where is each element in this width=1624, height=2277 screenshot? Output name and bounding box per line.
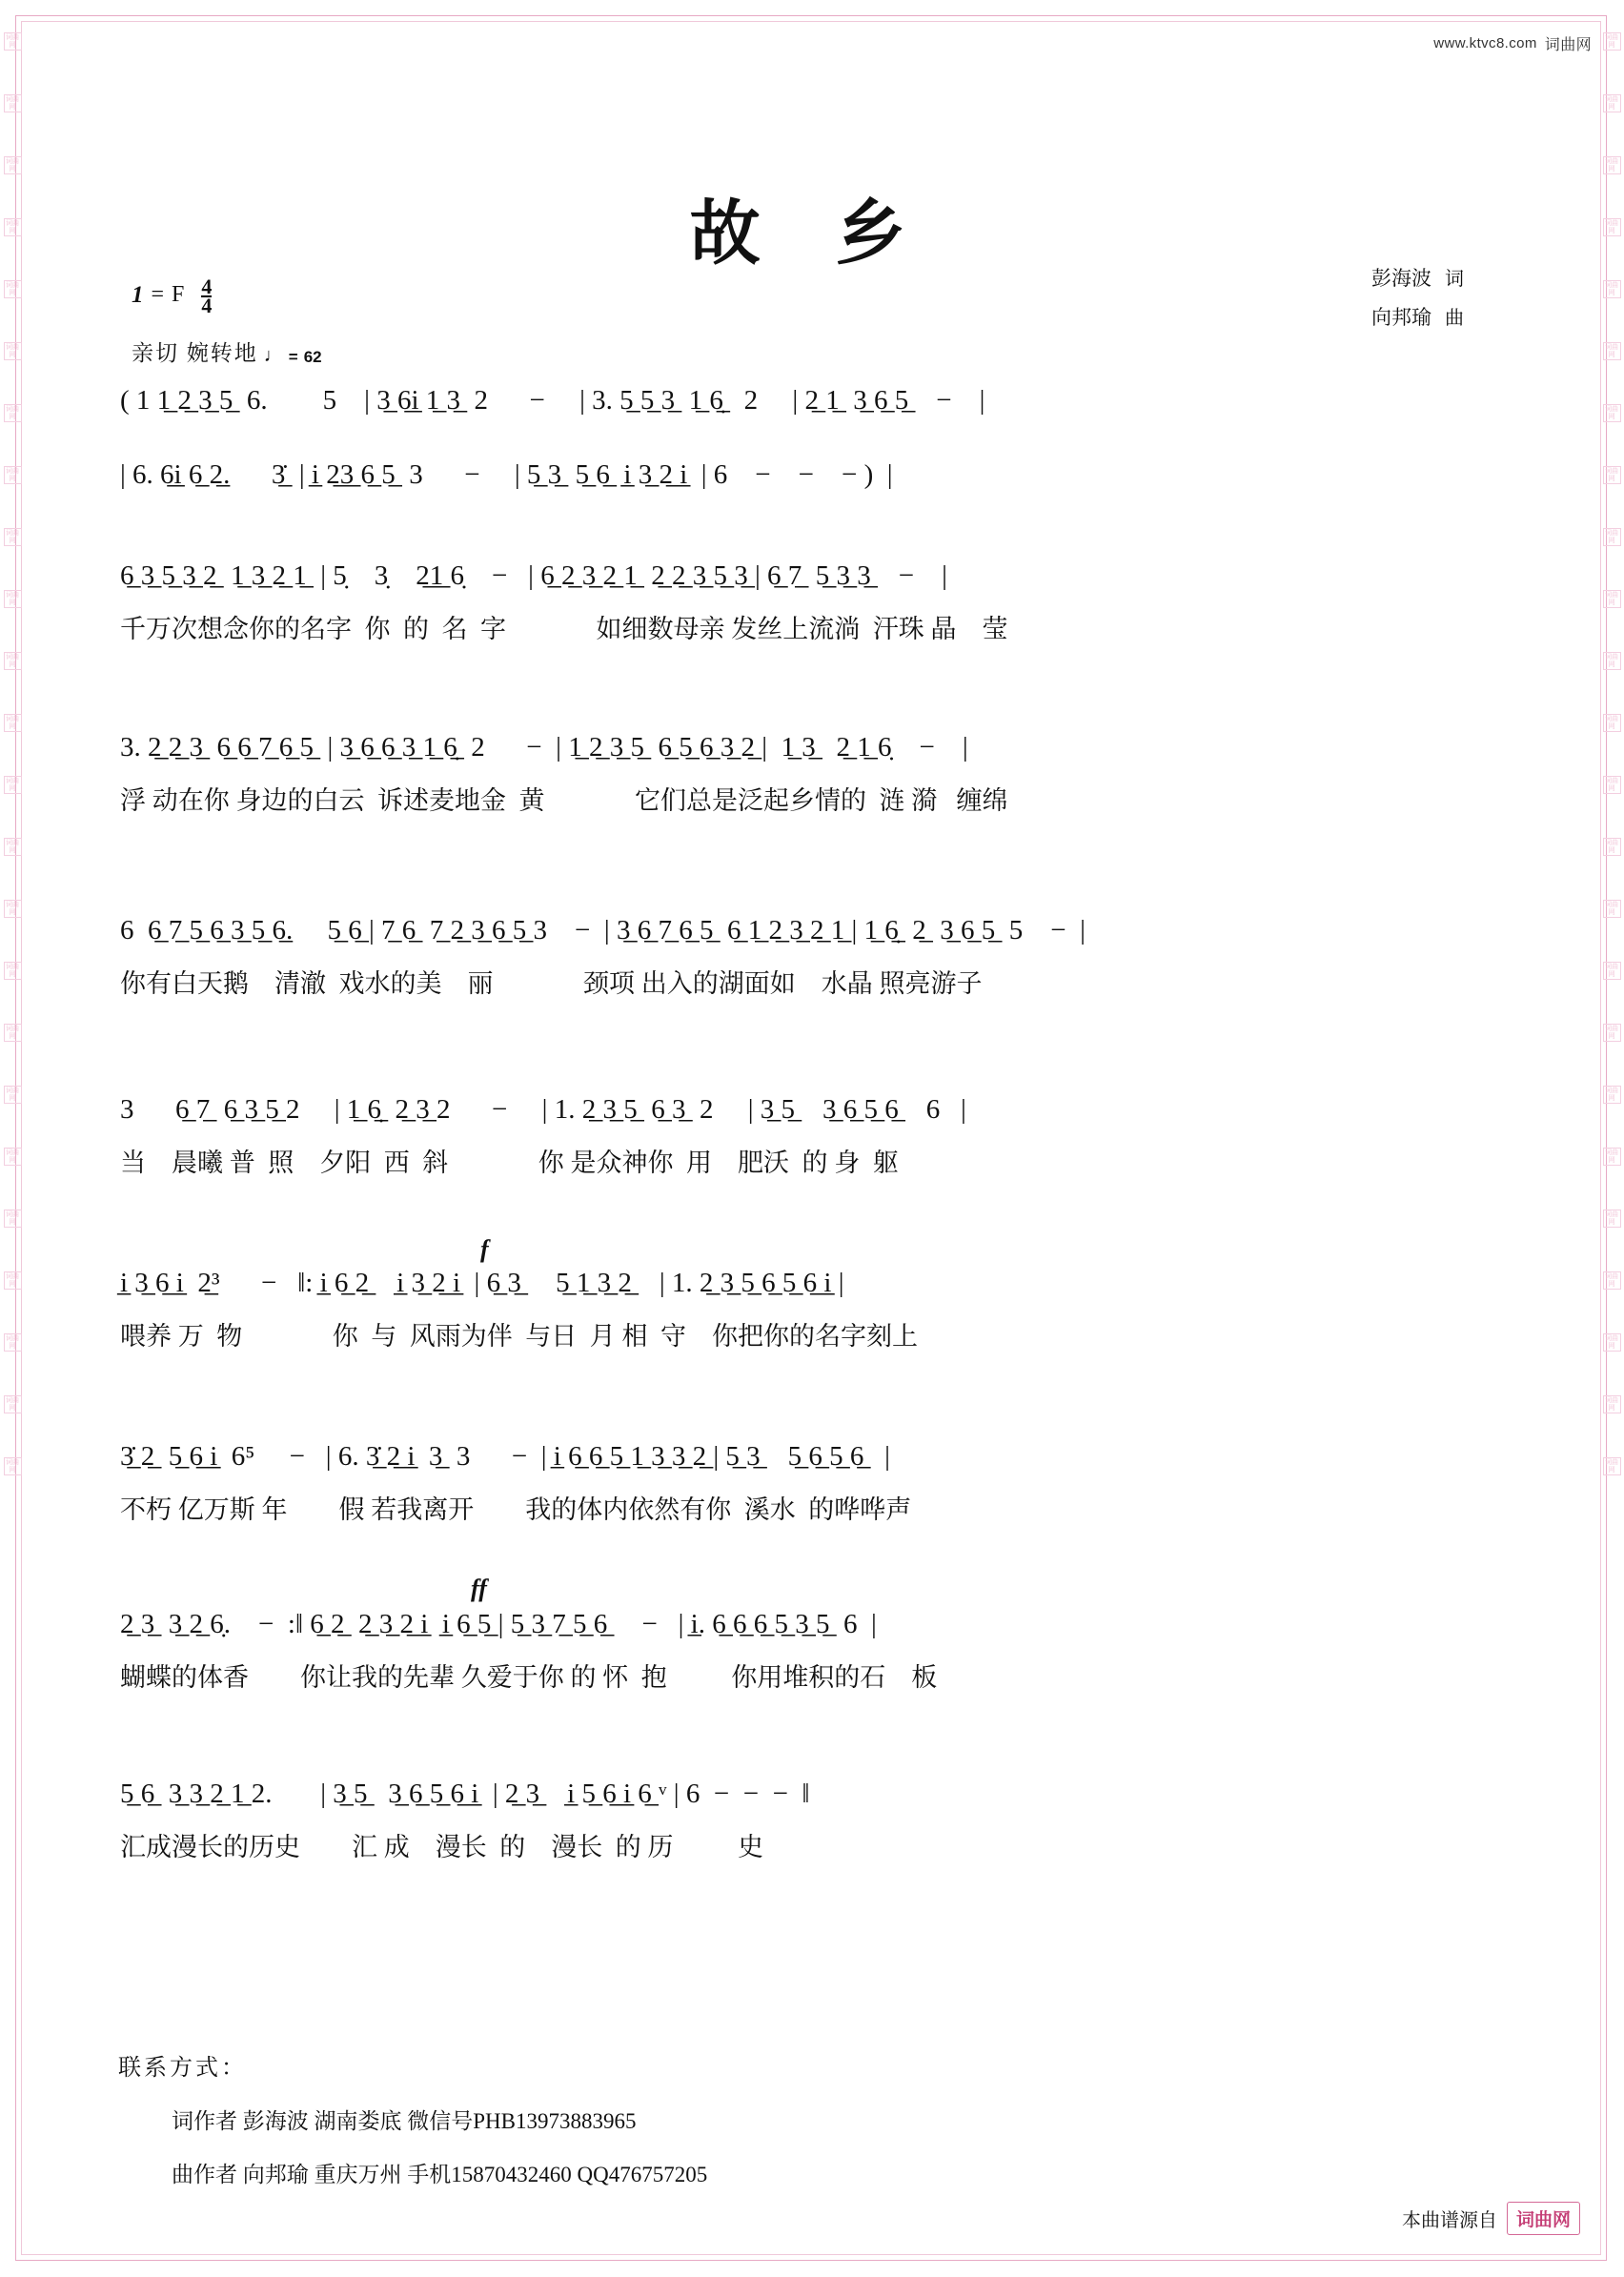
lyric-row: 汇成漫长的历史 汇 成 漫长 的 漫长 的 历 史 (120, 1833, 763, 1861)
note-row: i̲ 3̲ 6̲ i̲ 2̲³ − ‖: i̲ 6̲ 2̲ i̲ 3̲ 2̲ i̲ | 6̲ 3̲ 5̲ 1̲ 3̲ 2̲ | 1. 2̲ 3̲ 5̲ 6̲ 5̲ 6̲ i̲ | (120, 1268, 844, 1298)
lyric-row: 当 晨曦 普 照 夕阳 西 斜 你 是众神你 用 肥沃 的 身 躯 (120, 1149, 899, 1177)
lyricist (1371, 259, 1464, 298)
watermark-badge: 词曲网 (1603, 218, 1621, 236)
watermark-badge: 词曲网 (1603, 962, 1621, 980)
contact-row-lyricist: 词作者 彭海波 湖南娄底 微信号PHB13973883965 (172, 2109, 637, 2133)
watermark-badge: 词曲网 (1603, 1086, 1621, 1104)
score-system (120, 1441, 1508, 1522)
watermark-badge: 词曲网 (4, 404, 22, 422)
note-row: 6 6̲ 7̲ 5̲ 6̲ 3̲ 5̲ 6̲. 5̲ 6̲ | 7̲ 6̲ 7̲ 2̲ 3̲ 6̲ 5̲ 3 − | 3̲ 6̲ 7̲ 6̲ 5̲ 6̲ 1̲ 2̲ 3̲ 2̲ 1̲ | 1̲ 6̣̲ 2̲ 3̲ 6̲ 5̲ 5 − | (120, 915, 1086, 945)
lyricist-role: 词 (1445, 269, 1464, 290)
tempo-equals: = (288, 348, 298, 366)
watermark-badge: 词曲网 (1603, 1395, 1621, 1413)
score-system (120, 1094, 1508, 1175)
watermark-badge: 词曲网 (4, 342, 22, 360)
contact-block (118, 2042, 707, 2202)
watermark-badge: 词曲网 (4, 590, 22, 608)
tempo-marking (132, 335, 322, 367)
time-signature-top: 4 (201, 274, 213, 298)
contact-row-composer: 曲作者 向邦瑜 重庆万州 手机15870432460 QQ476757205 (172, 2163, 708, 2186)
watermark-badge: 词曲网 (1603, 652, 1621, 670)
score-system (120, 560, 1508, 641)
watermark-badge: 词曲网 (4, 838, 22, 856)
key-tonic-number: 1 (132, 282, 144, 308)
watermark-badge: 词曲网 (1603, 776, 1621, 794)
footer-source (1402, 2202, 1580, 2235)
time-signature (201, 274, 213, 317)
watermark-badge: 词曲网 (1603, 838, 1621, 856)
score-system (120, 459, 1508, 503)
watermark-badge: 词曲网 (1603, 528, 1621, 546)
expression-mark: 亲切 婉转地 (132, 341, 258, 365)
watermark-badge: 词曲网 (1603, 1210, 1621, 1228)
time-signature-bottom: 4 (201, 294, 213, 317)
credits (1371, 259, 1464, 337)
key-value: F (172, 282, 185, 307)
watermark-badge: 词曲网 (1603, 1457, 1621, 1475)
watermark-badge: 词曲网 (1603, 156, 1621, 174)
note-row: ( 1 1̲ 2̲ 3̲ 5̲ 6. 5 | 3̲ 6̲i̲ 1̲ 3̲ 2 − | 3. 5̲ 5̲ 3̲ 1̲ 6̣̲ 2 | 2̲ 1̲ 3̲ 6̲ 5̲ − | (120, 385, 985, 416)
watermark-badge: 词曲网 (4, 528, 22, 546)
watermark-badge: 词曲网 (4, 1086, 22, 1104)
watermark-badge: 词曲网 (4, 466, 22, 484)
lyricist-name: 彭海波 (1371, 267, 1431, 290)
lyric-row: 不朽 亿万斯 年 假 若我离开 我的体内依然有你 溪水 的哗哗声 (120, 1495, 912, 1524)
lyric-row: 蝴蝶的体香 你让我的先辈 久爱于你 的 怀 抱 你用堆积的石 板 (120, 1663, 938, 1692)
score-system (120, 732, 1508, 813)
score-system (120, 1779, 1508, 1860)
score-system (120, 1235, 1508, 1351)
site-url: www.ktvc8.com (1433, 35, 1537, 51)
lyric-row: 你有白天鹅 清澈 戏水的美 丽 颈项 出入的湖面如 水晶 照亮游子 (120, 969, 983, 998)
note-row: 3. 2̲ 2̲ 3̲ 6̲ 6̲ 7̲ 6̲ 5̲ | 3̲ 6̲ 6̲ 3̲ 1̲ 6̣̲ 2 − | 1̲ 2̲ 3̲ 5̲ 6̲ 5̲ 6̲ 3̲ 2̲ | 1̲ 3̲ 2̲ 1̲ 6̣ − | (120, 732, 968, 762)
watermark-badge: 词曲网 (1603, 1271, 1621, 1290)
lyric-row: 喂养 万 物 你 与 风雨为伴 与日 月 相 守 你把你的名字刻上 (120, 1322, 918, 1351)
watermark-badge: 词曲网 (4, 156, 22, 174)
key-equals: = (151, 282, 165, 307)
composer-role: 曲 (1445, 308, 1464, 329)
note-row: 5̲ 6̲ 3̲ 3̲ 2̲ 1̲ 2. | 3̲ 5̲ 3̲ 6̲ 5̲ 6̲ i̲ | 2̲ 3̲ i̲ 5̲ 6̲ i̲ 6̲ ᵛ | 6 − − − ‖ (120, 1779, 810, 1809)
note-row: 3 6̲ 7̲ 6̲ 3̲ 5̲ 2 | 1̲ 6̣̲ 2̲ 3̲ 2 − | 1. 2̲ 3̲ 5̲ 6̲ 3̲ 2 | 3̲ 5̲ 3̲ 6̲ 5̲ 6̲ 6 | (120, 1094, 966, 1125)
watermark-badge: 词曲网 (4, 900, 22, 918)
lyric-row: 千万次想念你的名字 你 的 名 字 如细数母亲 发丝上流淌 汗珠 晶 莹 (120, 615, 1008, 643)
watermark-badge: 词曲网 (4, 1024, 22, 1042)
watermark-badge: 词曲网 (1603, 94, 1621, 112)
site-name: 词曲网 (1544, 37, 1592, 53)
tempo-bpm: 62 (303, 348, 322, 366)
score-system (120, 915, 1508, 996)
site-watermark (1433, 32, 1592, 54)
score-system (120, 385, 1508, 429)
watermark-badge: 词曲网 (1603, 1148, 1621, 1166)
note-row: 2̲ 3̲ 3̲ 2̲ 6̣. − :‖ 6̲ 2̲ 2̲ 3̲ 2̲ i̲ i̲ 6̲ 5̲ | 5̲ 3̲ 7̲ 5̲ 6̲ − | i̲. 6̲ 6̲ 6̲ 5̲ 3̲ 5̲ 6 | (120, 1609, 877, 1639)
note-row: 3̲̇ 2̲ 5̲ 6̲ i̲ 6⁵ − | 6. 3̲̇ 2̲ i̲ 3̲ 3 − | i̲ 6̲ 6̲ 5̲ 1̲ 3̲ 3̲ 2̲ | 5̲ 3̲ 5̲ 6̲ 5̲ 6̲ | (120, 1441, 890, 1472)
score-system (120, 1575, 1508, 1692)
watermark-badge: 词曲网 (1603, 404, 1621, 422)
watermark-badge: 词曲网 (1603, 466, 1621, 484)
watermark-badge: 词曲网 (4, 962, 22, 980)
page-title: 故 乡 (689, 195, 935, 274)
dynamic-mark-f: f (480, 1235, 489, 1263)
watermark-badge: 词曲网 (1603, 32, 1621, 51)
watermark-badge: 词曲网 (4, 1395, 22, 1413)
watermark-badge: 词曲网 (1603, 900, 1621, 918)
quarter-note-icon: ♩ (263, 345, 283, 366)
footer-source-text: 本曲谱源自 (1401, 2210, 1497, 2231)
note-row: 6̲ 3̲ 5̲ 3̲ 2̲ 1̲ 3̲ 2̲ 1̲ | 5̣ 3̣ 2̲1̲ 6̣ − | 6̲ 2̲ 3̲ 2̲ 1̲ 2̲ 2̲ 3̲ 5̲ 3̲ | 6̲ 7̲ 5̲ 3̲ 3̲ − | (120, 560, 947, 591)
watermark-badge: 词曲网 (4, 218, 22, 236)
watermark-badge: 词曲网 (1603, 1333, 1621, 1352)
lyric-row: 浮 动在你 身边的白云 诉述麦地金 黄 它们总是泛起乡情的 涟 漪 缠绵 (120, 786, 1008, 815)
watermark-badge: 词曲网 (1603, 590, 1621, 608)
footer-source-tag: 词曲网 (1507, 2202, 1580, 2235)
watermark-badge: 词曲网 (4, 652, 22, 670)
watermark-badge: 词曲网 (4, 714, 22, 732)
watermark-badge: 词曲网 (1603, 342, 1621, 360)
note-row: | 6. 6̲i̲ 6̲ 2̲. 3̲̇ | i̲ 2̲3̲ 6̲ 5̲ 3 − | 5̲ 3̲ 5̲ 6̲ i̲ 3̲ 2̲ i̲ | 6 − − − ) | (120, 459, 893, 490)
composer-name: 向邦瑜 (1371, 306, 1431, 329)
watermark-badge: 词曲网 (1603, 280, 1621, 298)
watermark-badge: 词曲网 (4, 1333, 22, 1352)
contact-heading: 联系方式： (118, 2056, 247, 2081)
watermark-badge: 词曲网 (4, 1457, 22, 1475)
watermark-badge: 词曲网 (4, 1210, 22, 1228)
dynamic-mark-ff: ff (471, 1575, 487, 1602)
watermark-badge: 词曲网 (4, 1148, 22, 1166)
watermark-badge: 词曲网 (1603, 1024, 1621, 1042)
watermark-badge: 词曲网 (4, 32, 22, 51)
key-signature (132, 274, 213, 318)
watermark-badge: 词曲网 (4, 280, 22, 298)
watermark-badge: 词曲网 (4, 94, 22, 112)
watermark-badge: 词曲网 (4, 776, 22, 794)
watermark-badge: 词曲网 (1603, 714, 1621, 732)
composer (1371, 298, 1464, 337)
watermark-badge: 词曲网 (4, 1271, 22, 1290)
